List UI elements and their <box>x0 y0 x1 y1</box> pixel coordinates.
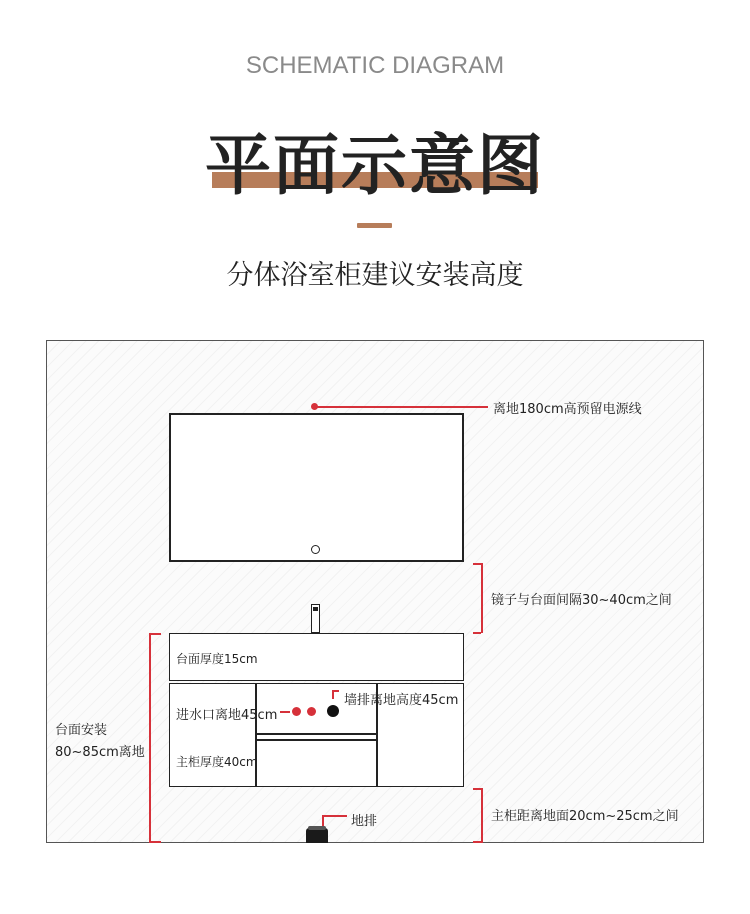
install-height-bracket-top <box>149 633 161 635</box>
floor-drain-top <box>308 826 326 830</box>
power-line-label: 离地180cm高预留电源线 <box>493 402 642 417</box>
floor-drain-label: 地排 <box>351 814 378 829</box>
wall-drain-label: 墙排离地高度45cm <box>344 693 459 708</box>
drawer-line-bottom <box>256 739 377 741</box>
floor-drain-leader-vertical <box>322 815 324 826</box>
wall-drain-dot <box>327 705 339 717</box>
water-inlet-label: 进水口离地45cm <box>176 708 278 723</box>
install-height-label-2: 80~85cm离地 <box>55 745 145 760</box>
floor-gap-bracket-bottom <box>473 841 481 843</box>
drawer-line-top <box>256 733 377 735</box>
mirror <box>169 413 464 562</box>
mirror-gap-label: 镜子与台面间隔30~40cm之间 <box>491 593 672 608</box>
power-line-leader <box>316 406 488 408</box>
water-inlet-dot-2 <box>307 707 316 716</box>
floor-drain-leader-horizontal <box>322 815 347 817</box>
floor-gap-bracket-top <box>473 788 481 790</box>
divider-bar <box>357 223 392 228</box>
countertop-thickness-label: 台面厚度15cm <box>176 652 258 666</box>
mirror-gap-bracket-top <box>473 563 481 565</box>
floor-gap-bracket <box>481 788 483 843</box>
install-height-bracket <box>149 633 151 843</box>
floor-drain-icon <box>306 828 328 843</box>
floor-gap-label: 主柜距离地面20cm~25cm之间 <box>491 809 679 824</box>
cabinet-divider-left <box>255 683 257 787</box>
faucet-spout <box>313 607 318 611</box>
water-inlet-leader <box>280 711 290 713</box>
water-inlet-dot-1 <box>292 707 301 716</box>
mirror-switch-icon <box>311 545 320 554</box>
install-height-label-1: 台面安装 <box>55 723 108 738</box>
install-height-bracket-bottom <box>149 841 161 843</box>
page-title: 平面示意图 <box>205 127 545 204</box>
page-subtitle: 分体浴室柜建议安装高度 <box>226 260 524 291</box>
mirror-gap-bracket-bottom <box>473 632 481 634</box>
cabinet-thickness-label: 主柜厚度40cm <box>176 755 258 769</box>
subtitle-english: SCHEMATIC DIAGRAM <box>245 52 505 79</box>
mirror-gap-bracket <box>481 563 483 633</box>
wall-drain-leader-horizontal <box>332 690 339 692</box>
